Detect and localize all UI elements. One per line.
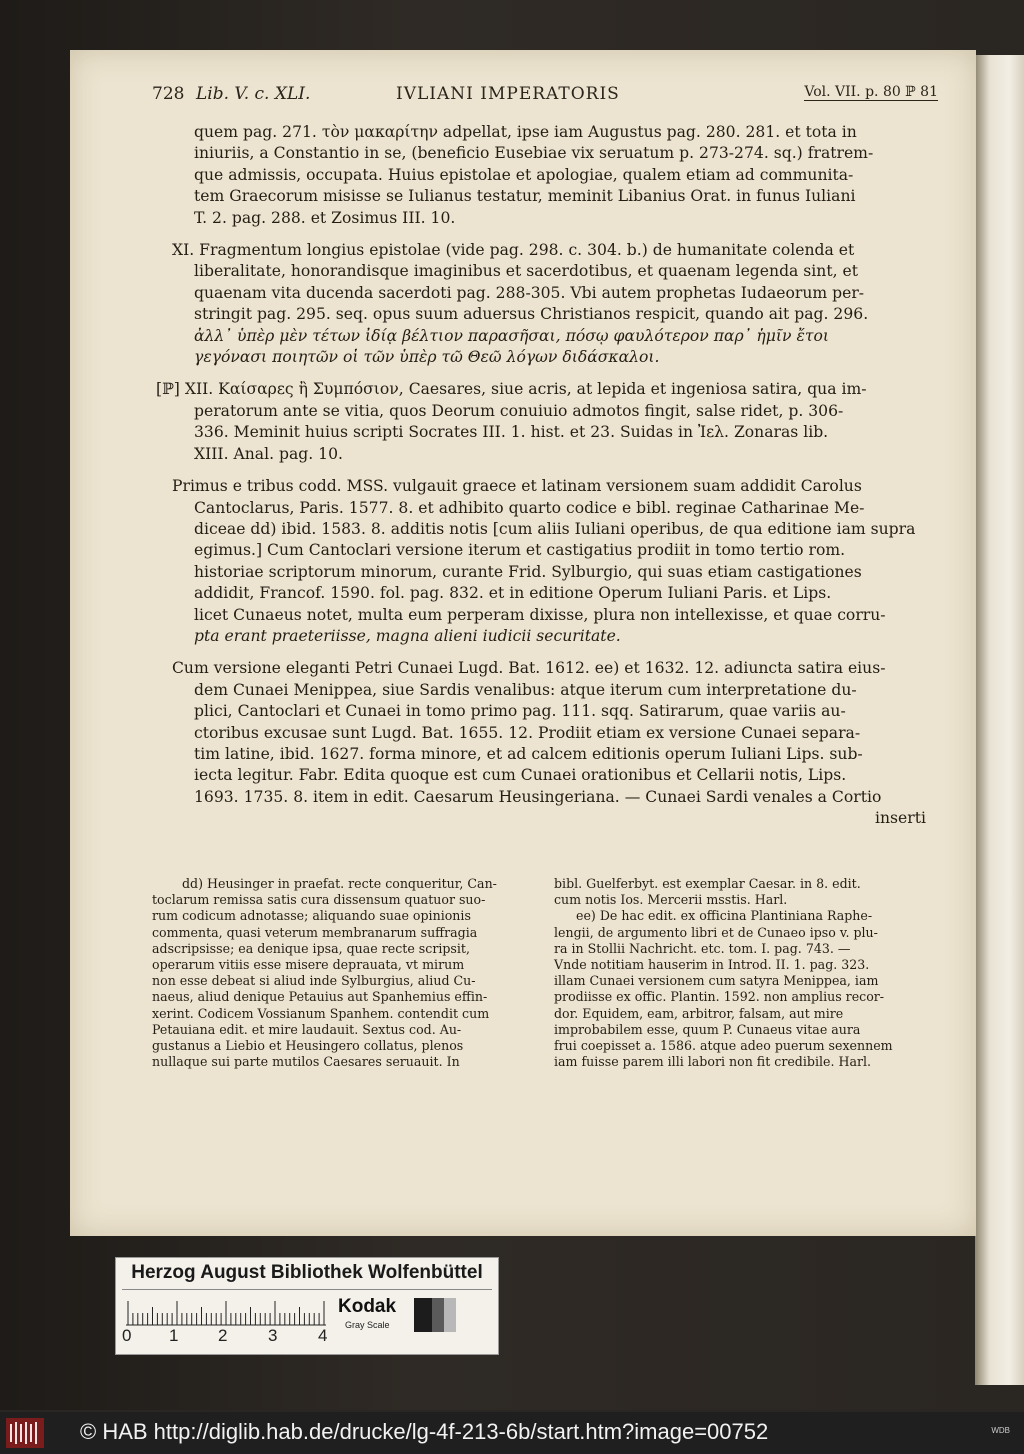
- footer-bar: [0, 1412, 1024, 1454]
- text-line: 1693. 1735. 8. item in edit. Caesarum Heusingeriana. — Cunaei Sardi venales a Cortio: [194, 787, 882, 806]
- book-reference: Lib. V. c. XLI.: [196, 84, 311, 104]
- footnote-line: adscripsisse; ea denique ipsa, quae recte scripsit,: [152, 940, 470, 956]
- text-line: T. 2. pag. 288. et Zosimus III. 10.: [194, 208, 456, 227]
- footnote-line: lengii, de argumento libri et de Cunaeo ipso v. plu-: [554, 924, 878, 940]
- color-calibration-bar: [115, 1257, 499, 1355]
- text-line: peratorum ante se vitia, quos Deorum conuiuio admotos fingit, salse ridet, p. 306-: [194, 401, 844, 420]
- text-line: iecta legitur. Fabr. Edita quoque est cum Cunaei orationibus et Cellarii notis, Lips.: [194, 766, 847, 785]
- footnote-line: frui coepisset a. 1586. atque adeo puerum sexennem: [554, 1038, 893, 1054]
- running-title: IVLIANI IMPERATORIS: [396, 84, 620, 104]
- text-line: XI. Fragmentum longius epistolae (vide pag. 298. c. 304. b.) de humanitate colenda et: [172, 241, 855, 260]
- gray-swatch-dark: [414, 1298, 432, 1332]
- page-number: 728: [152, 84, 185, 104]
- gray-swatch-light: [444, 1298, 456, 1332]
- text-line: iniuriis, a Constantio in se, (beneficio Eusebiae vix seruatum p. 273-274. sq.) fratrem-: [194, 144, 874, 163]
- text-line: quaenam vita ducenda sacerdoti pag. 288-305. Vbi autem prophetas Iudaeorum per-: [194, 283, 865, 302]
- gray-scale-label: Gray Scale: [345, 1320, 390, 1330]
- greek-line: γεγόνασι ποιητῶν οἱ τῶν ὑπὲρ τῶ Θεῶ λόγων διδάσκαλοι.: [194, 348, 660, 367]
- footnote-line: Petauiana edit. et mire laudauit. Sextus cod. Au-: [152, 1021, 462, 1037]
- text-line: dem Cunaei Menippea, siue Sardis venalibus: atque iterum cum interpretatione du-: [194, 680, 857, 699]
- footnote-line: bibl. Guelferbyt. est exemplar Caesar. in 8. edit.: [554, 876, 861, 891]
- footnote-line: Vnde notitiam hauserim in Introd. II. 1. pag. 323.: [554, 957, 870, 973]
- text-line: XIII. Anal. pag. 10.: [194, 444, 343, 463]
- footnote-line: dd) Heusinger in praefat. recte conqueritur, Can-: [182, 876, 497, 891]
- footnote-line: cum notis Ios. Mercerii msstis. Harl.: [554, 892, 788, 908]
- kodak-logo: Kodak: [338, 1296, 397, 1317]
- text-line: quem pag. 271. τὸν μακαρίτην adpellat, ipse iam Augustus pag. 280. 281. et tota in: [194, 123, 857, 141]
- greek-line: ἀλλ᾽ ὑπὲρ μὲν τέτων ἰδίᾳ βέλτιον παρασῆσαι, πόσῳ φαυλότερον παρ᾽ ἡμῖν ἔτοι: [194, 326, 829, 345]
- footnote-line: ee) De hac edit. ex officina Plantiniana Raphe-: [576, 908, 873, 924]
- ruler-ticks: [126, 1296, 326, 1326]
- catchword: inserti: [875, 809, 926, 828]
- text-line: [ℙ] XII. Καίσαρες ἢ Συμπόσιον, Caesares, siue acris, at lepida et ingeniosa satira, qua im-: [156, 380, 867, 399]
- volume-reference: Vol. VII. p. 80 ℙ 81: [804, 84, 938, 100]
- text-line: Cantoclarus, Paris. 1577. 8. et adhibito quarto codice e bibl. reginae Catharinae Me-: [194, 498, 865, 517]
- footnote-line: illam Cunaei versionem cum satyra Menippea, iam: [554, 973, 879, 989]
- ruler-digit: 0: [122, 1326, 132, 1345]
- footnote-line: xerint. Codicem Vossianum Spanhem. contendit cum: [152, 1005, 490, 1021]
- gray-swatch-mid: [432, 1298, 444, 1332]
- text-line: Cum versione eleganti Petri Cunaei Lugd. Bat. 1612. ee) et 1632. 12. adiuncta satira eius-: [172, 659, 886, 678]
- paragraph-cum: [172, 658, 926, 829]
- running-header: [152, 84, 938, 112]
- footnote-line: operarum vitiis esse misere deprauata, vt mirum: [152, 957, 465, 973]
- text-line: stringit pag. 295. seq. opus suum aduersus Christianos respicit, quando ait pag. 296.: [194, 305, 869, 324]
- next-page-edge: [975, 55, 1024, 1385]
- ruler-digit: 2: [218, 1326, 228, 1345]
- footnote-line: nullaque sui parte mutilos Caesares seruauit. In: [152, 1054, 460, 1070]
- text-line: pta erant praeteriisse, magna alieni iudicii securitate.: [194, 626, 621, 645]
- ruler-digit: 4: [318, 1326, 328, 1345]
- text-line: plici, Cantoclari et Cunaei in tomo primo pag. 111. sqq. Satirarum, quae variis au-: [194, 702, 846, 721]
- main-text: [156, 122, 926, 841]
- text-line: historiae scriptorum minorum, curante Frid. Sylburgio, qui suas etiam castigationes: [194, 562, 862, 581]
- paragraph-continuation: [172, 122, 926, 229]
- footnote-line: prodiisse ex offic. Plantin. 1592. non amplius recor-: [554, 989, 885, 1005]
- footer-mark: WDB: [991, 1426, 1010, 1435]
- text-line: Primus e tribus codd. MSS. vulgauit graece et latinam versionem suam addidit Carolus: [172, 477, 862, 496]
- footnote-line: naeus, aliud denique Petauius aut Spanhemius effin-: [152, 989, 488, 1005]
- divider: [122, 1289, 492, 1290]
- text-line: addidit, Francof. 1590. fol. pag. 832. et in editione Operum Iuliani Paris. et Lips.: [194, 584, 832, 603]
- text-line: tim latine, ibid. 1627. forma minore, et ad calcem editionis operum Iuliani Lips. sub-: [194, 744, 863, 763]
- footnote-line: gustanus a Liebio et Heusingero collatus, plenos: [152, 1038, 464, 1054]
- footnote-column-right: [554, 876, 934, 1070]
- footnote-line: commenta, quasi veterum membranarum suffragia: [152, 924, 478, 940]
- footnote-column-left: [152, 876, 532, 1070]
- footnote-line: rum codicum adnotasse; aliquando suae opinionis: [152, 908, 471, 924]
- paragraph-primus: [172, 476, 926, 647]
- paragraph-xi: [172, 240, 926, 368]
- footnote-line: toclarum remissa satis cura dissensum quatuor suo-: [152, 892, 486, 908]
- text-line: licet Cunaeus notet, multa eum perperam dixisse, plura non intellexisse, et quae corru-: [194, 605, 886, 624]
- footnote-line: non esse debeat si aliud inde Sylburgius, aliud Cu-: [152, 973, 476, 989]
- footnote-line: dor. Equidem, eam, arbitror, falsam, aut mire: [554, 1005, 844, 1021]
- text-line: ctoribus excusae sunt Lugd. Bat. 1655. 12. Prodiit etiam ex versione Cunaei separa-: [194, 723, 861, 742]
- footnote-line: ra in Stollii Nachricht. etc. tom. I. pag. 743. —: [554, 940, 851, 956]
- text-line: 336. Meminit huius scripti Socrates III. 1. hist. et 23. Suidas in Ἰελ. Zonaras lib.: [194, 423, 829, 442]
- text-line: tem Graecorum misisse se Iulianus testatur, meminit Libanius Orat. in funus Iuliani: [194, 187, 856, 206]
- ruler-digit: 3: [268, 1326, 278, 1345]
- hab-logo-icon: [6, 1418, 44, 1448]
- ruler-digits: [122, 1326, 332, 1346]
- text-line: diceae dd) ibid. 1583. 8. additis notis [cum aliis Iuliani operibus, de qua editione iam supra: [194, 519, 916, 538]
- text-line: liberalitate, honorandisque imaginibus et sacerdotibus, et quaenam legenda sint, et: [194, 262, 859, 281]
- footnote-line: iam fuisse parem illi labori non fit credibile. Harl.: [554, 1054, 872, 1070]
- library-name: Herzog August Bibliothek Wolfenbüttel: [131, 1262, 483, 1283]
- text-line: que admissis, occupata. Huius epistolae et apologiae, qualem etiam ad communita-: [194, 165, 854, 184]
- footnote-line: improbabilem esse, quum P. Cunaeus vitae aura: [554, 1021, 861, 1037]
- ruler-digit: 1: [169, 1326, 179, 1345]
- copyright-url: © HAB http://diglib.hab.de/drucke/lg-4f-213-6b/start.htm?image=00752: [80, 1419, 769, 1444]
- text-line: egimus.] Cum Cantoclari versione iterum et castigatius prodiit in tomo tertio rom.: [194, 541, 846, 560]
- paragraph-xii: [156, 379, 926, 465]
